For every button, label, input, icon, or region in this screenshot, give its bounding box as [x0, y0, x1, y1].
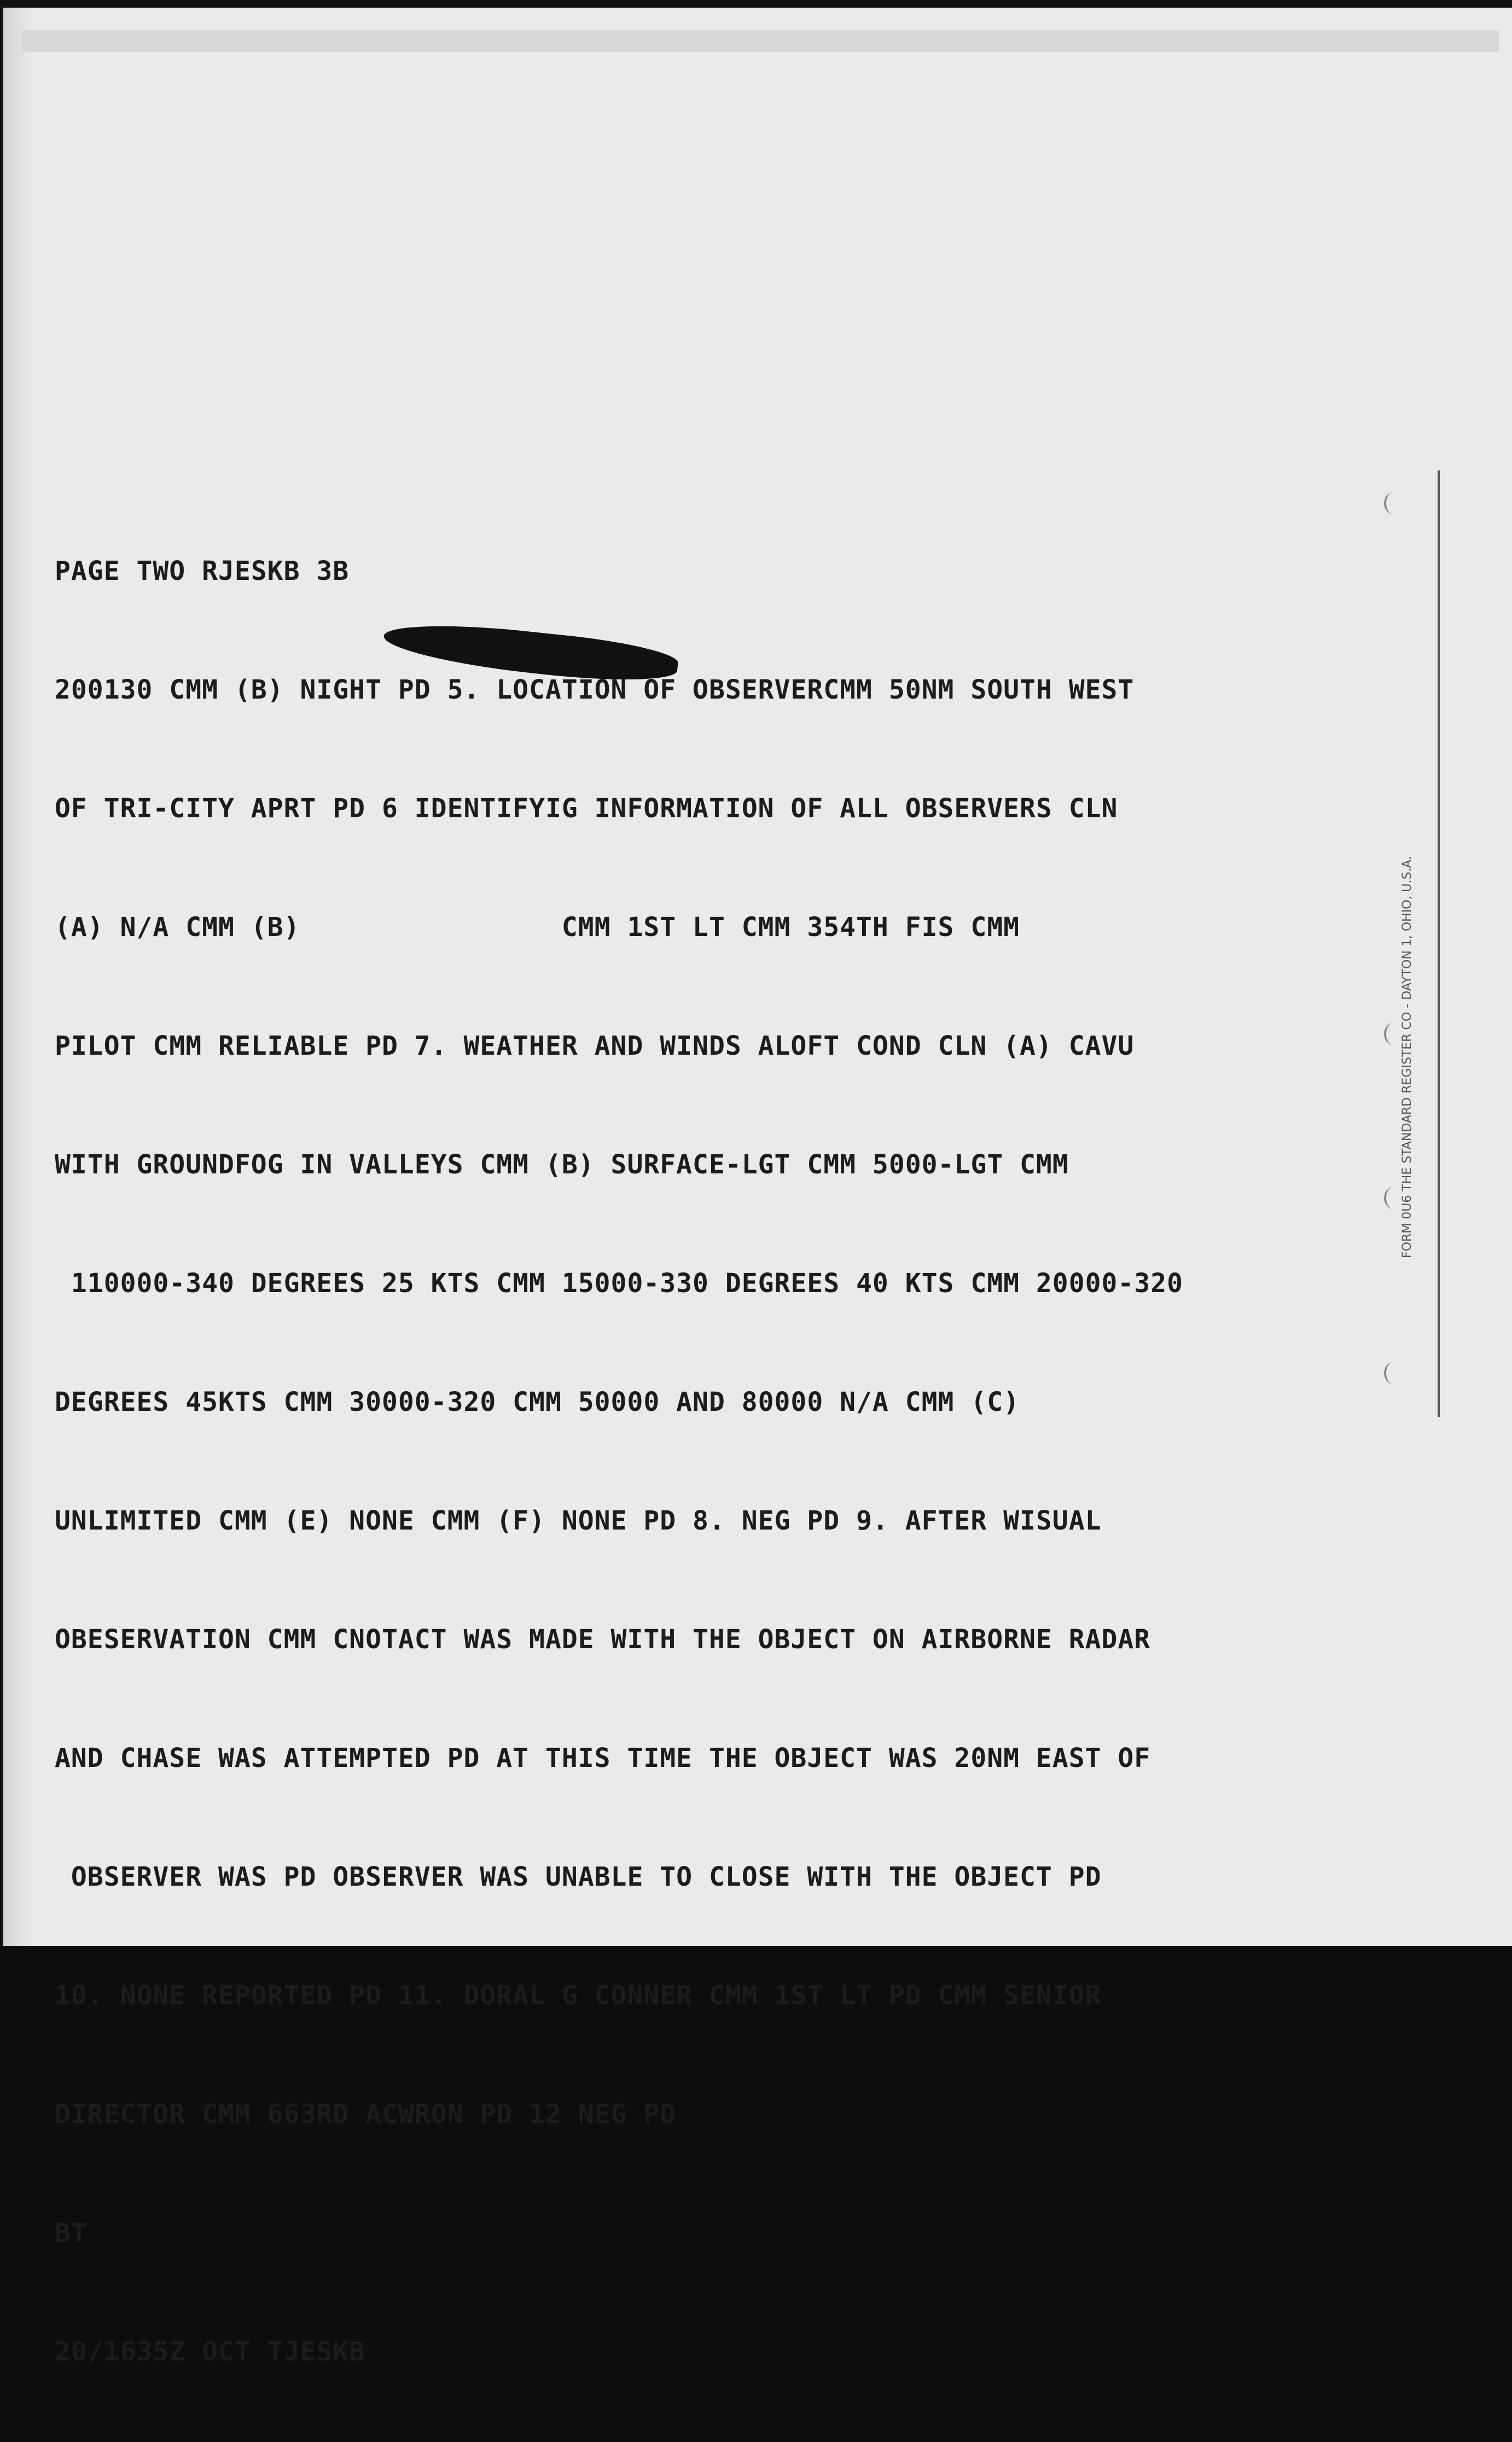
message-line-8: DEGREES 45KTS CMM 30000-320 CMM 50000 AND 80000 N/A CMM (C): [55, 1387, 1020, 1417]
tractor-hole: [1384, 1187, 1403, 1209]
message-line-7: 110000-340 DEGREES 25 KTS CMM 15000-330 DEGREES 40 KTS CMM 20000-320: [55, 1268, 1183, 1299]
message-line-9: UNLIMITED CMM (E) NONE CMM (F) NONE PD 8. NEG PD 9. AFTER WISUAL: [55, 1505, 1102, 1536]
message-line-5: PILOT CMM RELIABLE PD 7. WEATHER AND WINDS ALOFT COND CLN (A) CAVU: [55, 1031, 1135, 1061]
tractor-hole: [1384, 1023, 1403, 1045]
message-line-10: OBESERVATION CMM CNOTACT WAS MADE WITH THE OBJECT ON AIRBORNE RADAR: [55, 1624, 1151, 1655]
margin-rule: [1438, 470, 1440, 1417]
message-line-14: DIRECTOR CMM 663RD ACWRON PD 12 NEG PD: [55, 2099, 677, 2130]
page-left-shadow: [0, 0, 33, 1946]
message-line-4: (A) N/A CMM (B) CMM 1ST LT CMM 354TH FIS CMM: [55, 912, 1020, 943]
message-line-16: 20/1635Z OCT TJESKB: [55, 2336, 366, 2367]
message-line-1: PAGE TWO RJESKB 3B: [55, 556, 350, 586]
message-line-3: OF TRI-CITY APRT PD 6 IDENTIFYIG INFORMATION OF ALL OBSERVERS CLN: [55, 793, 1118, 824]
message-line-13: 10. NONE REPORTED PD 11. DORAL G CONNER CMM 1ST LT PD CMM SENIOR: [55, 1980, 1102, 2011]
tractor-hole: [1384, 1362, 1403, 1384]
message-line-15: BT: [55, 2218, 88, 2248]
teletype-message: [55, 481, 1422, 2442]
page-top-band: [22, 30, 1499, 52]
message-line-2: 200130 CMM (B) NIGHT PD 5. LOCATION OF OBSERVERCMM 50NM SOUTH WEST: [55, 675, 1135, 705]
message-line-6: WITH GROUNDFOG IN VALLEYS CMM (B) SURFACE-LGT CMM 5000-LGT CMM: [55, 1149, 1069, 1180]
margin-printer-text: FORM 0U6 THE STANDARD REGISTER CO - DAYTON 1, OHIO, U.S.A.: [1400, 856, 1414, 1258]
tractor-hole: [1384, 492, 1403, 514]
message-line-12: OBSERVER WAS PD OBSERVER WAS UNABLE TO CLOSE WITH THE OBJECT PD: [55, 1862, 1102, 1892]
message-line-11: AND CHASE WAS ATTEMPTED PD AT THIS TIME THE OBJECT WAS 20NM EAST OF: [55, 1743, 1151, 1774]
